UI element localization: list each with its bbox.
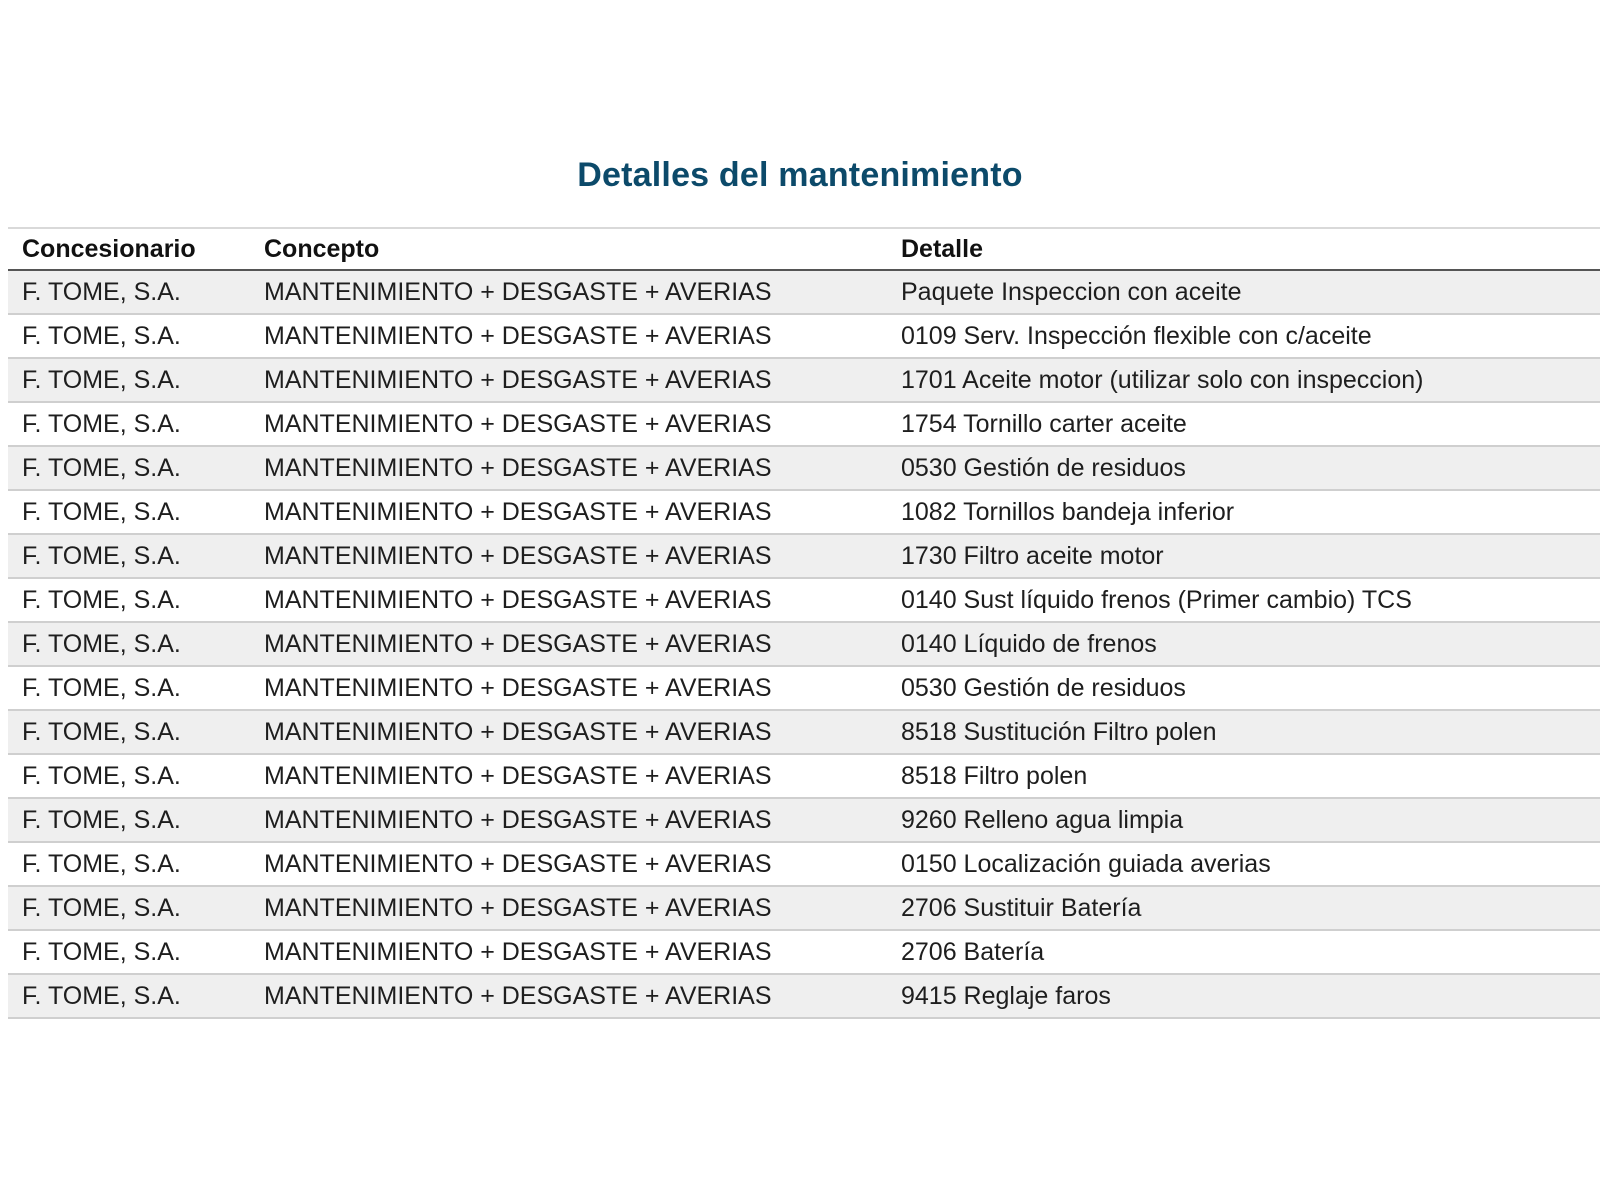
table-row	[8, 886, 1600, 930]
table-row	[8, 490, 1600, 534]
cell-concepto: MANTENIMIENTO + DESGASTE + AVERIAS	[250, 886, 887, 930]
page-title: Detalles del mantenimiento	[577, 156, 1023, 194]
maintenance-table-container	[8, 227, 1600, 1019]
cell-detalle: 0140 Sust líquido frenos (Primer cambio) TCS	[887, 578, 1600, 622]
cell-concesionario: F. TOME, S.A.	[8, 974, 250, 1018]
cell-detalle: 0150 Localización guiada averias	[887, 842, 1600, 886]
cell-concepto: MANTENIMIENTO + DESGASTE + AVERIAS	[250, 578, 887, 622]
cell-concepto: MANTENIMIENTO + DESGASTE + AVERIAS	[250, 798, 887, 842]
cell-concesionario: F. TOME, S.A.	[8, 578, 250, 622]
cell-concepto: MANTENIMIENTO + DESGASTE + AVERIAS	[250, 930, 887, 974]
cell-concesionario: F. TOME, S.A.	[8, 534, 250, 578]
cell-concepto: MANTENIMIENTO + DESGASTE + AVERIAS	[250, 710, 887, 754]
cell-concesionario: F. TOME, S.A.	[8, 798, 250, 842]
table-row	[8, 974, 1600, 1018]
table-row	[8, 578, 1600, 622]
cell-detalle: 9415 Reglaje faros	[887, 974, 1600, 1018]
cell-concepto: MANTENIMIENTO + DESGASTE + AVERIAS	[250, 446, 887, 490]
cell-concepto: MANTENIMIENTO + DESGASTE + AVERIAS	[250, 402, 887, 446]
table-row	[8, 534, 1600, 578]
table-body	[8, 270, 1600, 1018]
cell-concepto: MANTENIMIENTO + DESGASTE + AVERIAS	[250, 534, 887, 578]
cell-detalle: 8518 Filtro polen	[887, 754, 1600, 798]
cell-detalle: 1730 Filtro aceite motor	[887, 534, 1600, 578]
cell-concesionario: F. TOME, S.A.	[8, 358, 250, 402]
table-row	[8, 754, 1600, 798]
maintenance-table	[8, 229, 1600, 1019]
cell-concepto: MANTENIMIENTO + DESGASTE + AVERIAS	[250, 622, 887, 666]
cell-detalle: 1754 Tornillo carter aceite	[887, 402, 1600, 446]
cell-concesionario: F. TOME, S.A.	[8, 666, 250, 710]
cell-concepto: MANTENIMIENTO + DESGASTE + AVERIAS	[250, 754, 887, 798]
cell-concepto: MANTENIMIENTO + DESGASTE + AVERIAS	[250, 358, 887, 402]
cell-concesionario: F. TOME, S.A.	[8, 446, 250, 490]
cell-concepto: MANTENIMIENTO + DESGASTE + AVERIAS	[250, 666, 887, 710]
cell-concesionario: F. TOME, S.A.	[8, 754, 250, 798]
column-header-concepto: Concepto	[250, 229, 887, 270]
cell-concesionario: F. TOME, S.A.	[8, 314, 250, 358]
table-row	[8, 622, 1600, 666]
cell-concesionario: F. TOME, S.A.	[8, 886, 250, 930]
table-header-row	[8, 229, 1600, 270]
cell-detalle: Paquete Inspeccion con aceite	[887, 270, 1600, 314]
column-header-concesionario: Concesionario	[8, 229, 250, 270]
table-row	[8, 402, 1600, 446]
cell-concesionario: F. TOME, S.A.	[8, 270, 250, 314]
cell-concepto: MANTENIMIENTO + DESGASTE + AVERIAS	[250, 490, 887, 534]
column-header-detalle: Detalle	[887, 229, 1600, 270]
cell-detalle: 0530 Gestión de residuos	[887, 446, 1600, 490]
cell-concepto: MANTENIMIENTO + DESGASTE + AVERIAS	[250, 974, 887, 1018]
cell-detalle: 0530 Gestión de residuos	[887, 666, 1600, 710]
cell-detalle: 1082 Tornillos bandeja inferior	[887, 490, 1600, 534]
table-row	[8, 798, 1600, 842]
cell-concesionario: F. TOME, S.A.	[8, 930, 250, 974]
cell-detalle: 2706 Batería	[887, 930, 1600, 974]
cell-detalle: 1701 Aceite motor (utilizar solo con inspeccion)	[887, 358, 1600, 402]
table-row	[8, 930, 1600, 974]
cell-detalle: 0140 Líquido de frenos	[887, 622, 1600, 666]
cell-concesionario: F. TOME, S.A.	[8, 402, 250, 446]
cell-concesionario: F. TOME, S.A.	[8, 622, 250, 666]
table-row	[8, 666, 1600, 710]
table-row	[8, 358, 1600, 402]
cell-concesionario: F. TOME, S.A.	[8, 710, 250, 754]
table-row	[8, 446, 1600, 490]
cell-detalle: 0109 Serv. Inspección flexible con c/aceite	[887, 314, 1600, 358]
cell-detalle: 2706 Sustituir Batería	[887, 886, 1600, 930]
cell-concepto: MANTENIMIENTO + DESGASTE + AVERIAS	[250, 842, 887, 886]
table-row	[8, 314, 1600, 358]
table-row	[8, 270, 1600, 314]
cell-detalle: 8518 Sustitución Filtro polen	[887, 710, 1600, 754]
cell-concepto: MANTENIMIENTO + DESGASTE + AVERIAS	[250, 314, 887, 358]
table-row	[8, 842, 1600, 886]
cell-concesionario: F. TOME, S.A.	[8, 842, 250, 886]
table-row	[8, 710, 1600, 754]
cell-concesionario: F. TOME, S.A.	[8, 490, 250, 534]
cell-concepto: MANTENIMIENTO + DESGASTE + AVERIAS	[250, 270, 887, 314]
cell-detalle: 9260 Relleno agua limpia	[887, 798, 1600, 842]
